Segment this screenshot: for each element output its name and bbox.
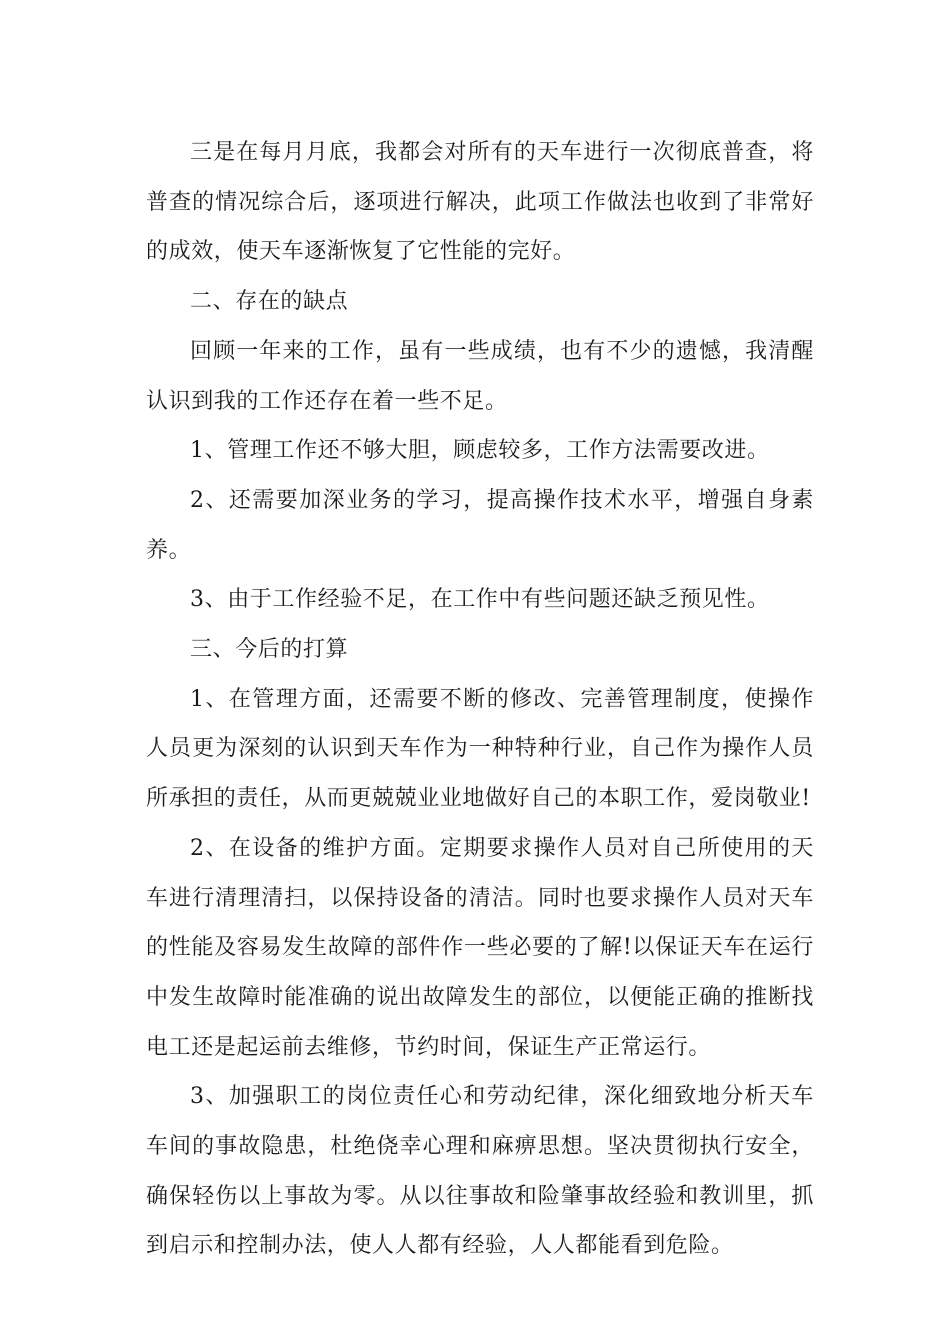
heading-future-plans: 三、今后的打算 — [190, 637, 349, 663]
list-item-plan-3: 3、加强职工的岗位责任心和劳动纪律，深化细致地分析天车车间的事故隐患，杜绝侥幸心理和麻痹思想。坚决贯彻执行安全，确保轻伤以上事故为零。从以往事故和险肇事故经验和教训里，抓到启示和控制办法，使人人都有经验，人人都能看到危险。 — [146, 1084, 814, 1259]
list-item-plan-2: 2、在设备的维护方面。定期要求操作人员对自己所使用的天车进行清理清扫，以保持设备的清洁。同时也要求操作人员对天车的性能及容易发生故障的部件作一些必要的了解!以保证天车在运行中发生故障时能准确的说出故障发生的部位，以便能正确的推断找电工还是起运前去维修，节约时间，保证生产正常运行。 — [146, 835, 814, 1060]
list-item-plan-1: 1、在管理方面，还需要不断的修改、完善管理制度，使操作人员更为深刻的认识到天车作为一种特种行业，自己作为操作人员所承担的责任，从而更兢兢业业地做好自己的本职工作，爱岗敬业! — [146, 686, 814, 812]
list-item-shortcoming-1: 1、管理工作还不够大胆，顾虑较多，工作方法需要改进。 — [190, 438, 770, 464]
paragraph-review: 回顾一年来的工作，虽有一些成绩，也有不少的遗憾，我清醒认识到我的工作还存在着一些不足。 — [146, 338, 814, 414]
paragraph-monthly-inspection: 三是在每月月底，我都会对所有的天车进行一次彻底普查，将普查的情况综合后，逐项进行解决，此项工作做法也收到了非常好的成效，使天车逐渐恢复了它性能的完好。 — [146, 140, 814, 265]
document-body — [146, 128, 814, 1271]
list-item-shortcoming-2: 2、还需要加深业务的学习，提高操作技术水平，增强自身素养。 — [146, 487, 814, 563]
list-item-shortcoming-3: 3、由于工作经验不足，在工作中有些问题还缺乏预见性。 — [190, 587, 770, 613]
heading-shortcomings: 二、存在的缺点 — [190, 289, 349, 315]
